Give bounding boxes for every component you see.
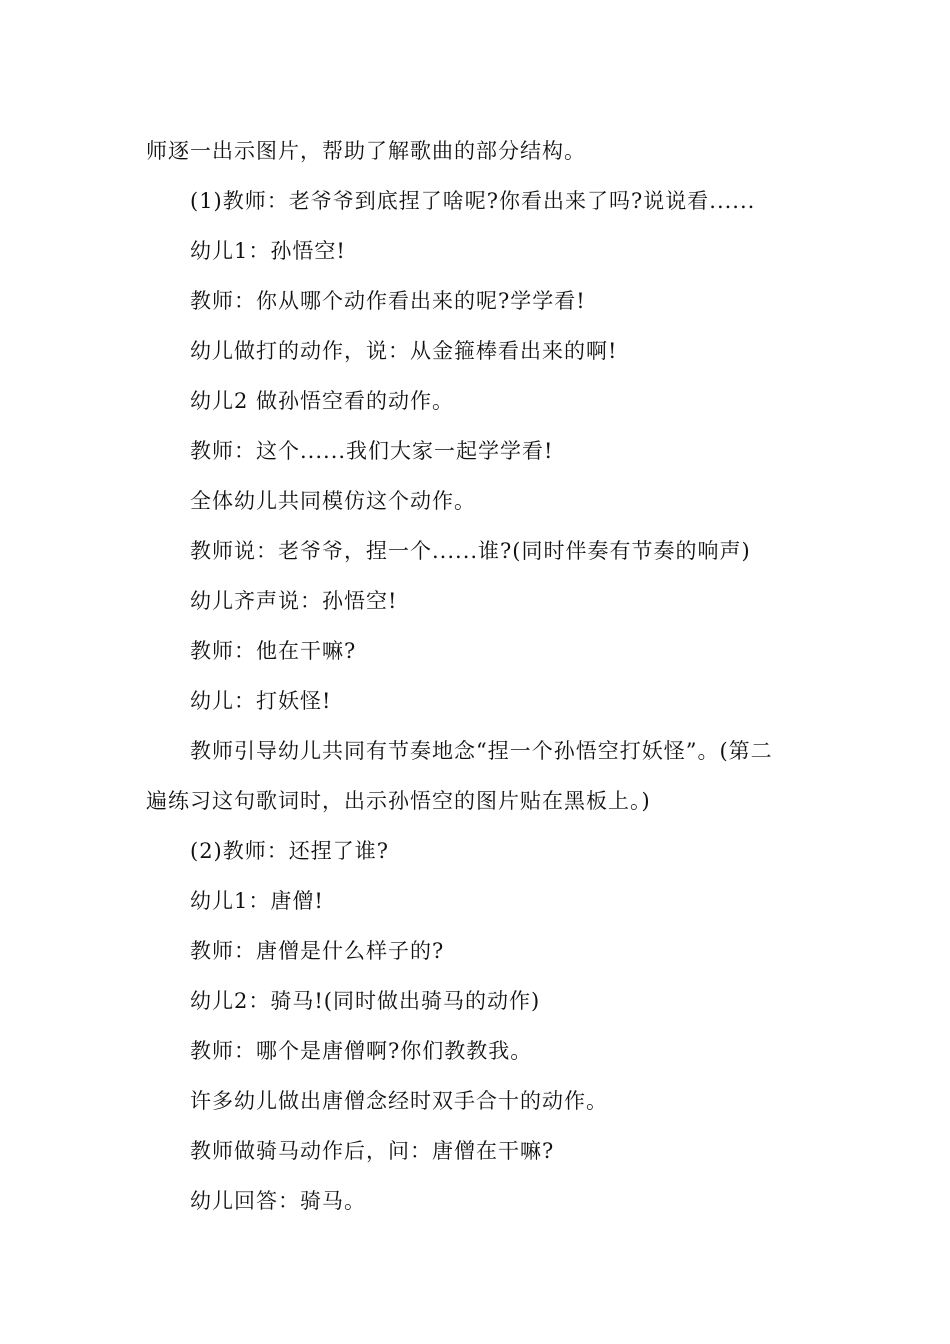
paragraph-line: 教师说：老爷爷，捏一个......谁?(同时伴奏有节奏的响声) bbox=[190, 539, 751, 563]
paragraph-line: 全体幼儿共同模仿这个动作。 bbox=[190, 489, 476, 513]
paragraph-line: 幼儿1：唐僧! bbox=[190, 889, 324, 913]
paragraph-line: 幼儿2 做孙悟空看的动作。 bbox=[190, 389, 455, 413]
paragraph-line: 教师做骑马动作后，问：唐僧在干嘛? bbox=[190, 1139, 555, 1163]
paragraph-line: 许多幼儿做出唐僧念经时双手合十的动作。 bbox=[190, 1089, 608, 1113]
paragraph-line: 遍练习这句歌词时，出示孙悟空的图片贴在黑板上。) bbox=[146, 789, 651, 813]
paragraph-line: 幼儿齐声说：孙悟空! bbox=[190, 589, 398, 613]
paragraph-line: 教师：他在干嘛? bbox=[190, 639, 357, 663]
paragraph-line: 幼儿：打妖怪! bbox=[190, 689, 332, 713]
paragraph-line: 教师引导幼儿共同有节奏地念“捏一个孙悟空打妖怪”。(第二 bbox=[190, 739, 773, 763]
paragraph-line: 幼儿回答：骑马。 bbox=[190, 1189, 366, 1213]
paragraph-line: 幼儿做打的动作，说：从金箍棒看出来的啊! bbox=[190, 339, 618, 363]
paragraph-line: 教师：这个......我们大家一起学学看! bbox=[190, 439, 554, 463]
paragraph-line: 教师：你从哪个动作看出来的呢?学学看! bbox=[190, 289, 586, 313]
paragraph-line: 师逐一出示图片，帮助了解歌曲的部分结构。 bbox=[146, 139, 586, 163]
paragraph-line: 教师：哪个是唐僧啊?你们教教我。 bbox=[190, 1039, 533, 1063]
paragraph-line: (2)教师：还捏了谁? bbox=[190, 839, 390, 863]
paragraph-line: 幼儿1：孙悟空! bbox=[190, 239, 346, 263]
paragraph-line: (1)教师：老爷爷到底捏了啥呢?你看出来了吗?说说看...... bbox=[190, 189, 756, 213]
paragraph-line: 幼儿2：骑马!(同时做出骑马的动作) bbox=[190, 989, 541, 1013]
paragraph-line: 教师：唐僧是什么样子的? bbox=[190, 939, 445, 963]
